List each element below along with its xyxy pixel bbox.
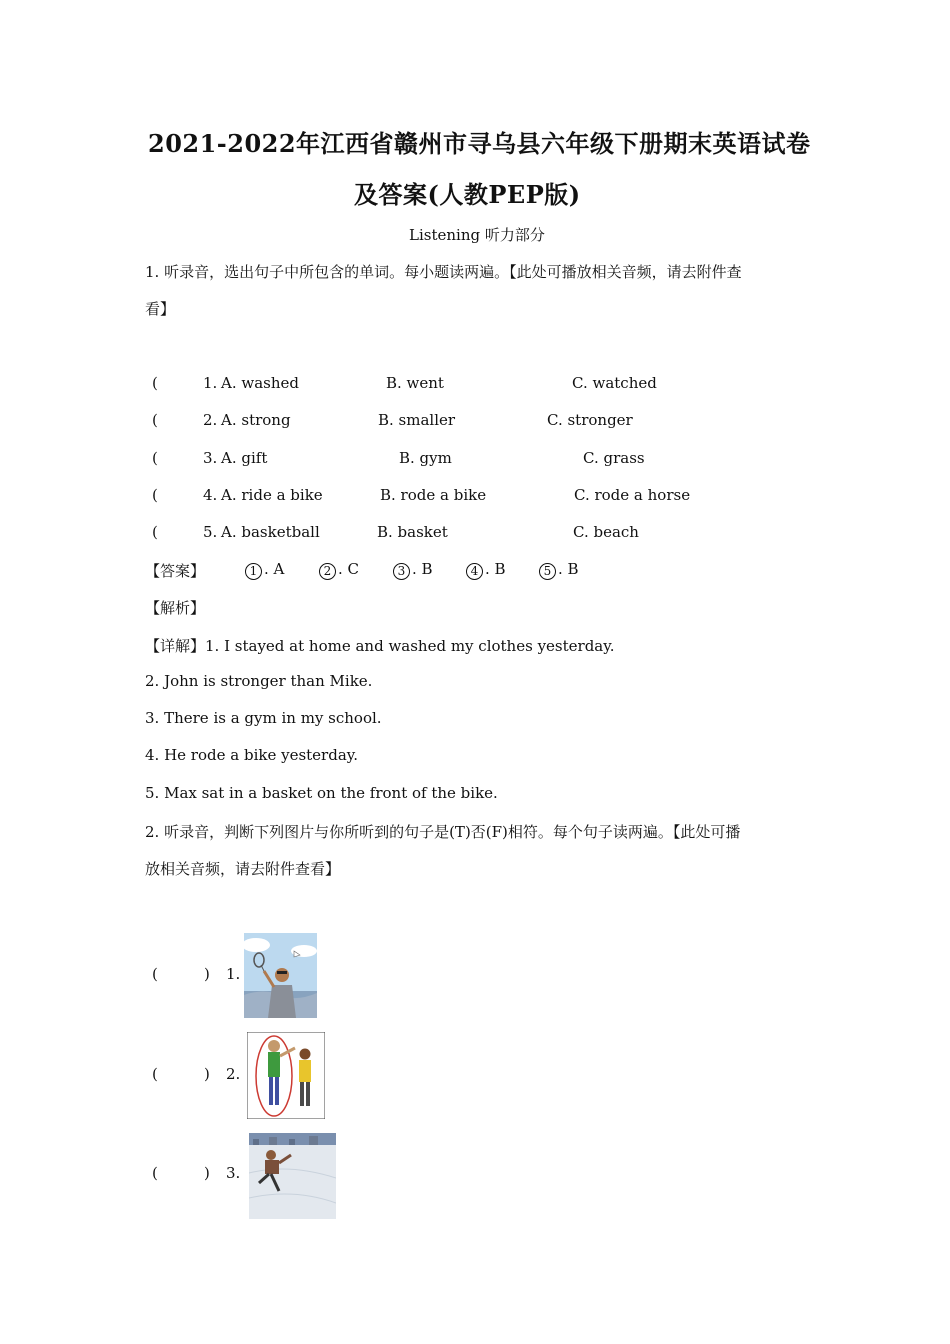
- detail-label: 【详解】: [145, 637, 206, 655]
- option-c: C. rode a horse: [574, 486, 691, 504]
- answer-item: [393, 560, 433, 580]
- close-paren: ): [204, 1164, 210, 1182]
- option-a: A. ride a bike: [221, 486, 323, 504]
- item-number: 1.: [226, 965, 241, 983]
- skating-picture: [249, 1133, 336, 1219]
- paren: (: [152, 523, 158, 541]
- two-boys-picture: [247, 1032, 325, 1119]
- circled-number: 2: [319, 563, 336, 580]
- item-number: 3.: [203, 449, 218, 467]
- option-b: B. basket: [377, 523, 448, 541]
- detail-line: 2. John is stronger than Mike.: [145, 672, 373, 690]
- section-heading: Listening 听力部分: [409, 226, 545, 244]
- answer-value: . C: [338, 560, 360, 578]
- answer-item: [466, 560, 506, 580]
- answer-item: [539, 560, 579, 580]
- answer-value: . B: [412, 560, 433, 578]
- circled-number: 4: [466, 563, 483, 580]
- item-number: 1.: [203, 374, 218, 392]
- paren: (: [152, 486, 158, 504]
- option-c: C. beach: [573, 523, 639, 541]
- option-a: A. basketball: [221, 523, 320, 541]
- q1-prompt-line-1: 1. 听录音，选出句子中所包含的单词。每小题读两遍。【此处可播放相关音频，请去附件查: [145, 263, 742, 281]
- item-number: 3.: [226, 1164, 241, 1182]
- item-number: 2.: [226, 1065, 241, 1083]
- option-b: B. rode a bike: [380, 486, 487, 504]
- answer-label: 【答案】: [145, 562, 206, 580]
- detail-line: 5. Max sat in a basket on the front of the bike.: [145, 784, 498, 802]
- option-c: C. stronger: [547, 411, 633, 429]
- detail-line: 4. He rode a bike yesterday.: [145, 746, 359, 764]
- paren: (: [152, 411, 158, 429]
- circled-number: 1: [245, 563, 262, 580]
- answer-value: . B: [558, 560, 579, 578]
- option-a: A. gift: [221, 449, 268, 467]
- item-number: 5.: [203, 523, 218, 541]
- detail-line: 3. There is a gym in my school.: [145, 709, 382, 727]
- circled-number: 3: [393, 563, 410, 580]
- analysis-label: 【解析】: [145, 599, 206, 617]
- q2-prompt-line-1: 2. 听录音，判断下列图片与你所听到的句子是(T)否(F)相符。每个句子读两遍。【此处可播: [145, 823, 741, 841]
- answer-value: . B: [485, 560, 506, 578]
- answer-item: [245, 560, 284, 580]
- paren: (: [152, 374, 158, 392]
- open-paren: (: [152, 1065, 158, 1083]
- option-a: A. strong: [221, 411, 291, 429]
- item-number: 2.: [203, 411, 218, 429]
- item-number: 4.: [203, 486, 218, 504]
- option-b: B. went: [386, 374, 444, 392]
- open-paren: (: [152, 965, 158, 983]
- option-b: B. smaller: [378, 411, 456, 429]
- title-line-2: 及答案(人教PEP版): [354, 180, 581, 209]
- q1-prompt-line-2: 看】: [145, 300, 176, 318]
- close-paren: ): [204, 1065, 210, 1083]
- answer-value: . A: [264, 560, 285, 578]
- q2-prompt-line-2: 放相关音频，请去附件查看】: [145, 860, 341, 878]
- detail-text: 1. I stayed at home and washed my clothes yesterday.: [205, 637, 615, 655]
- close-paren: ): [204, 965, 210, 983]
- option-a: A. washed: [221, 374, 299, 392]
- detail-line: [145, 635, 614, 656]
- paren: (: [152, 449, 158, 467]
- answer-item: [319, 560, 359, 580]
- option-c: C. watched: [572, 374, 657, 392]
- badminton-picture: [244, 933, 317, 1018]
- circled-number: 5: [539, 563, 556, 580]
- open-paren: (: [152, 1164, 158, 1182]
- option-c: C. grass: [583, 449, 645, 467]
- title-line-1: 2021-2022年江西省赣州市寻乌县六年级下册期末英语试卷: [148, 129, 811, 158]
- option-b: B. gym: [399, 449, 452, 467]
